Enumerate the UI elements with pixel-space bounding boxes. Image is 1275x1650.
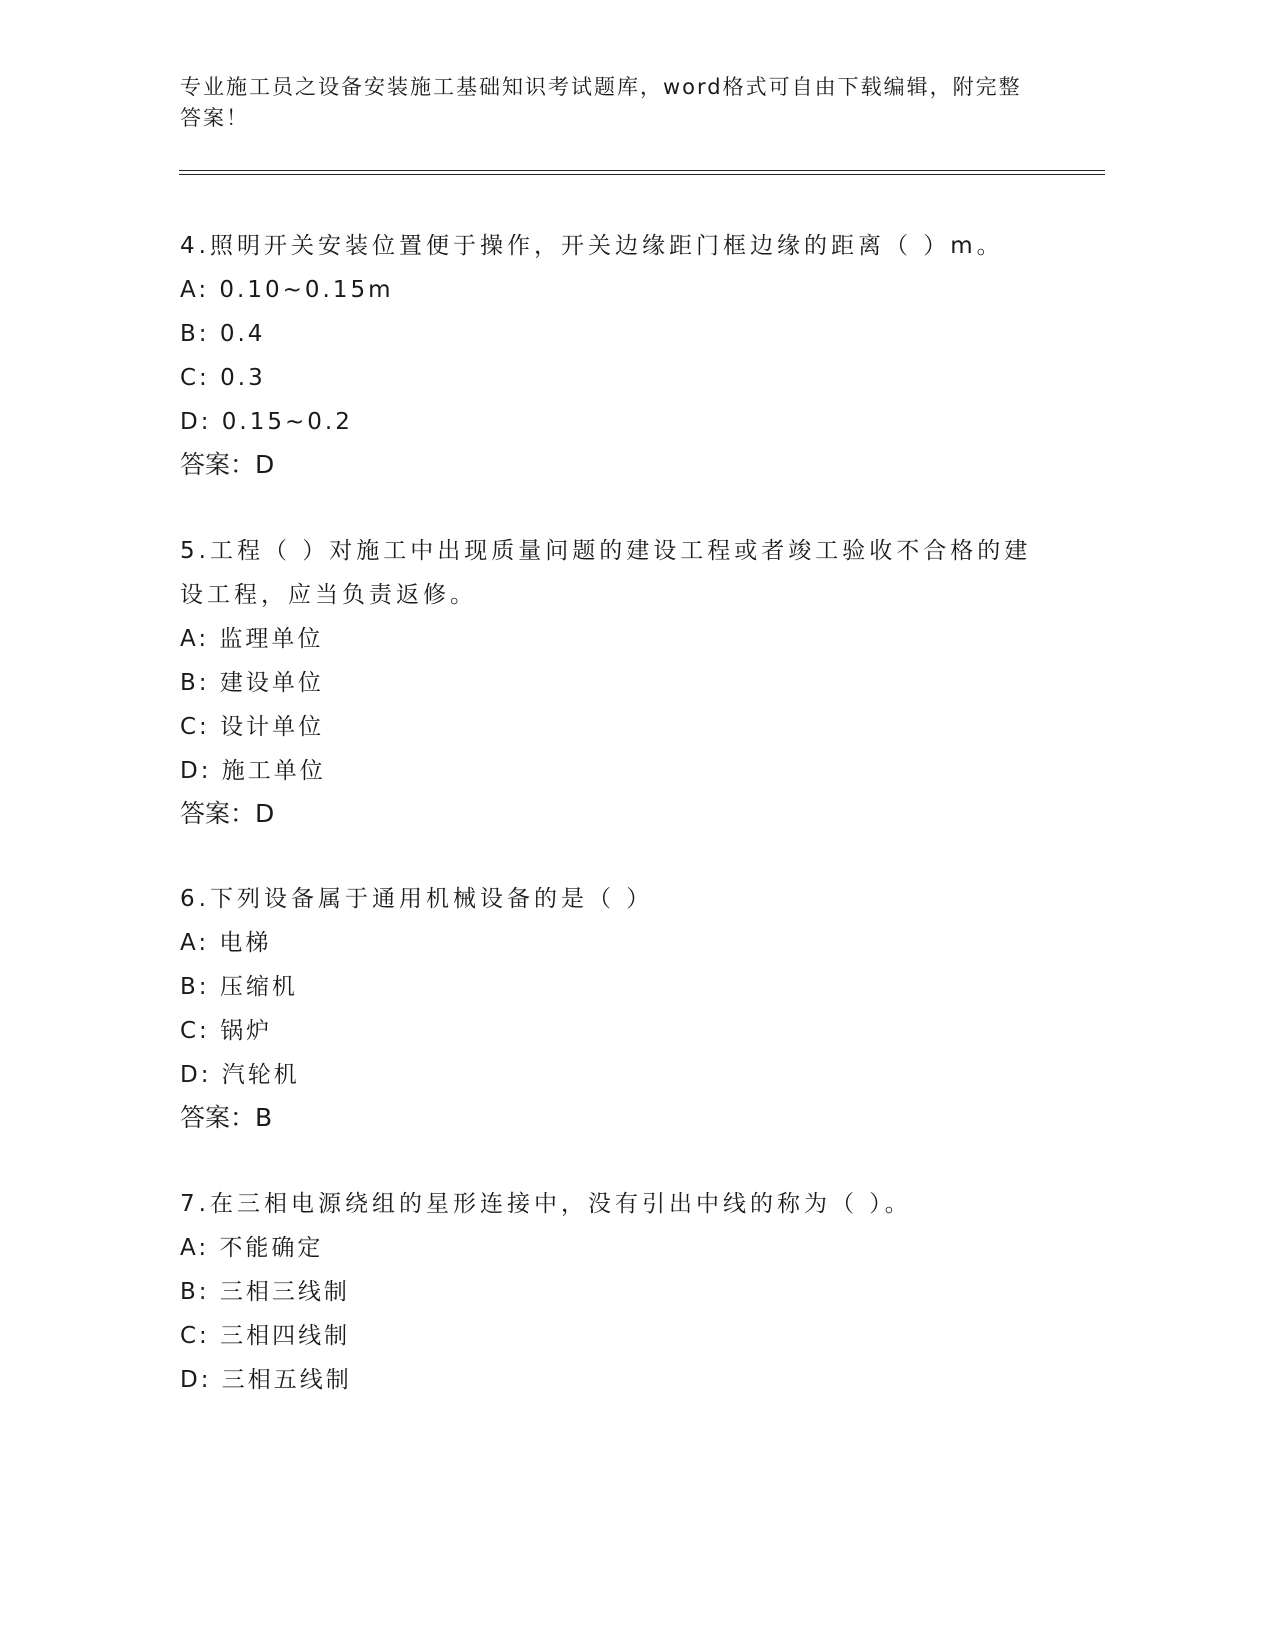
option-d: D: 汽轮机 [180,1062,300,1088]
header-divider-bottom [179,174,1105,175]
option-a: A: 不能确定 [180,1235,324,1261]
option-b: B: 建设单位 [180,670,324,696]
question-stem: 7.在三相电源绕组的星形连接中，没有引出中线的称为（ ）。 [180,1191,912,1217]
question-block [180,1182,1080,1402]
answer: 答案：B [180,1103,273,1132]
question-block [180,529,1040,835]
option-b: B: 0.4 [180,321,266,347]
option-d: D: 三相五线制 [180,1367,352,1393]
option-b: B: 三相三线制 [180,1279,350,1305]
option-d: D: 0.15~0.2 [180,409,353,435]
option-c: C: 设计单位 [180,714,325,740]
question-stem: 6.下列设备属于通用机械设备的是（ ） [180,886,654,912]
answer: 答案：D [180,799,275,828]
option-a: A: 电梯 [180,930,272,956]
question-stem: 4.照明开关安装位置便于操作，开关边缘距门框边缘的距离（ ）m。 [180,233,1004,259]
question-stem: 5.工程（ ）对施工中出现质量问题的建设工程或者竣工验收不合格的建设工程，应当负责返修。 [180,538,1032,608]
option-d: D: 施工单位 [180,758,326,784]
option-c: C: 三相四线制 [180,1323,351,1349]
question-block [180,877,1080,1139]
option-a: A: 0.10~0.15m [180,277,394,303]
option-c: C: 锅炉 [180,1018,273,1044]
option-c: C: 0.3 [180,365,266,391]
question-block [180,224,1080,486]
option-a: A: 监理单位 [180,626,324,652]
option-b: B: 压缩机 [180,974,298,1000]
document-header: 专业施工员之设备安装施工基础知识考试题库，word格式可自由下载编辑，附完整答案！ [180,75,1022,130]
header-divider-top [179,170,1105,171]
answer: 答案：D [180,450,275,479]
